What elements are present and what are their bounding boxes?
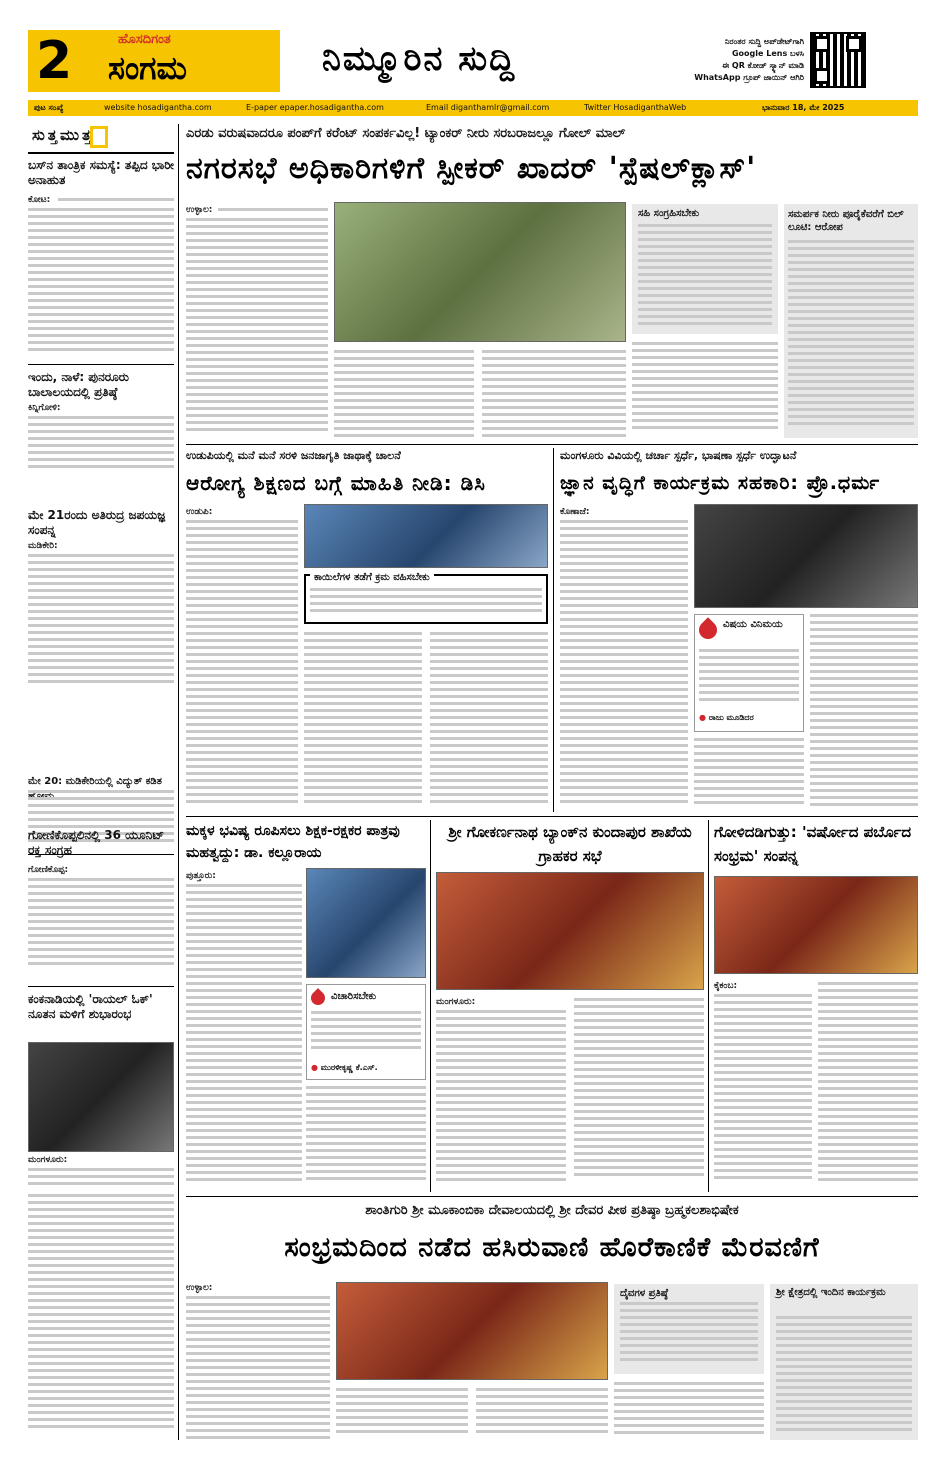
kallurai-box: [306, 984, 426, 1080]
website-link[interactable]: website hosadigantha.com: [104, 103, 212, 112]
pages-label: ಪುಟ ಸಂಖ್ಯೆ: [34, 103, 64, 112]
mangaluru-box: [694, 614, 804, 732]
kallurai-box-byline: ● ಮುರಳೀಕೃಷ್ಣ ಕೆ.ಎಸ್.: [311, 1063, 378, 1072]
mangaluru-kicker: ಮಂಗಳೂರು ವಿವಿಯಲ್ಲಿ ಚರ್ಚಾ ಸ್ಪರ್ಧೆ, ಭಾಷಣಾ ಸ್ಪರ್ಧೆ ಉದ್ಘಾಟನೆ: [560, 449, 797, 462]
left-headline-4: ಮೇ 20: ಮಡಿಕೇರಿಯಲ್ಲಿ ವಿದ್ಯುತ್ ಕಡಿತ: [28, 776, 162, 787]
brand-logo: ಹೊಸದಿಗಂತ: [118, 32, 171, 47]
mangaluru-box-title: ವಿಷಯ ವಿನಿಮಯ: [723, 619, 783, 630]
page-number: 2: [36, 31, 73, 91]
mangaluru-box-byline: ● ರಾಜು ಮೂಡಿದರ: [699, 713, 754, 722]
section-title: ಸಂಗಮ: [108, 49, 187, 87]
left-dateline-2: ಕಿನ್ನಿಗೋಳಿ:: [28, 403, 61, 413]
lead-side-box-2-title: ಸಮರ್ಪಕ ನೀರು ಪೂರೈಕೆವರೆಗೆ ಬಿಲ್ ಲೂಟಿ: ಆರೋಪ: [788, 209, 904, 233]
bottom-photo-procession: [336, 1282, 608, 1380]
bank-dateline: ಮಂಗಳೂರು:: [436, 997, 476, 1007]
golidadi-photo-ritual: [714, 876, 918, 974]
left-dateline-6: ಮಂಗಳೂರು:: [28, 1155, 68, 1165]
page-title: ನಿಮ್ಮೂರಿನ ಸುದ್ದಿ: [322, 39, 517, 79]
left-dateline-3: ಮಡಿಕೇರಿ:: [28, 541, 58, 551]
udupi-box-title: ಕಾಯಿಲೆಗಳ ತಡೆಗೆ ಕ್ರಮ ವಹಿಸಬೇಕು: [310, 570, 434, 585]
issue-date: ಭಾನುವಾರ 18, ಮೇ 2025: [762, 103, 845, 112]
qr-instructions: ನಿರಂತರ ಸುದ್ದಿ ಅಪ್‌ಡೇಟ್‌ಗಾಗಿ Google Lens ಬಳಸಿ ಈ QR ಕೋಡ್ ಸ್ಕ್ಯಾನ್ ಮಾಡಿ WhatsApp ಗ್ರೂಪ್ ಜಾಯಿನ್ ಆಗಿರಿ: [694, 37, 804, 82]
left-headline-2: ಇಂದು, ನಾಳೆ: ಪುನರೂರು ಬಾಲಾಲಯದಲ್ಲಿ ಪ್ರತಿಷ್ಠೆ: [28, 370, 129, 399]
udupi-dateline: ಉಡುಪಿ:: [186, 507, 213, 517]
bottom-kicker: ಶಾಂತಿಗುರಿ ಶ್ರೀ ಮೂಕಾಂಬಿಕಾ ದೇವಾಲಯದಲ್ಲಿ ಶ್ರೀ ದೇವರ ಪೀಠ ಪ್ರತಿಷ್ಠಾ ಬ್ರಹ್ಮಕಲಶಾಭಿಷೇಕ: [365, 1203, 739, 1218]
twitter-link[interactable]: Twitter HosadiganthaWeb: [584, 103, 687, 112]
info-strip: [28, 100, 918, 116]
lead-kicker: ಎರಡು ವರುಷವಾದರೂ ಪಂಪ್‌ಗೆ ಕರೆಂಟ್ ಸಂಪರ್ಕವಿಲ್ಲ! ಟ್ಯಾಂಕರ್ ನೀರು ಸರಬರಾಜಲ್ಲೂ ಗೋಲ್ ಮಾಲ್: [186, 126, 626, 141]
udupi-headline: ಆರೋಗ್ಯ ಶಿಕ್ಷಣದ ಬಗ್ಗೆ ಮಾಹಿತಿ ನೀಡಿ: ಡಿಸಿ: [186, 471, 486, 495]
udupi-photo-rally: [304, 504, 548, 568]
left-headline-1: ಬಸ್‌ನ ತಾಂತ್ರಿಕ ಸಮಸ್ಯೆ: ತಪ್ಪಿದ ಭಾರೀ ಅನಾಹುತ: [28, 158, 174, 187]
email-link[interactable]: Email diganthamlr@gmail.com: [426, 103, 550, 112]
bottom-dateline: ಉಳ್ಳಾಲ:: [186, 1283, 213, 1293]
kallurai-box-title: ವಿಚಾರಿಸಬೇಕು: [331, 991, 377, 1002]
bottom-side-2-title: ಶ್ರೀ ಕ್ಷೇತ್ರದಲ್ಲಿ ಇಂದಿನ ಕಾರ್ಯಕ್ರಮ: [776, 1287, 886, 1298]
kallurai-headline: ಮಕ್ಕಳ ಭವಿಷ್ಯ ರೂಪಿಸಲು ಶಿಕ್ಷಕ-ರಕ್ಷಕರ ಪಾತ್ರವು ಮಹತ್ವದ್ದು: ಡಾ. ಕಲ್ಲೂರಾಯ: [186, 823, 400, 861]
drop-icon-2: [308, 988, 328, 1008]
golidadi-dateline: ಕೈಕಂಬ:: [714, 981, 738, 991]
left-photo-royal-oak: [28, 1042, 174, 1152]
lead-photo-officials: [334, 202, 626, 342]
epaper-link[interactable]: E-paper epaper.hosadigantha.com: [246, 103, 384, 112]
bank-photo-meeting: [436, 872, 704, 990]
golidadi-headline: ಗೋಳಿದಡಿಗುತ್ತು: 'ವರ್ಷೋದ ಪರ್ಬೊದ ಸಂಭ್ರಮ' ಸಂಪನ್ನ: [714, 823, 912, 865]
book-icon: [90, 126, 108, 148]
bank-headline: ಶ್ರೀ ಗೋಕರ್ಣನಾಥ ಬ್ಯಾಂಕ್‌ನ ಕುಂದಾಪುರ ಶಾಖೆಯ ಗ್ರಾಹಕರ ಸಭೆ: [448, 823, 692, 865]
lead-side-box-title: ಸಹಿ ಸಂಗ್ರಹಿಸಬೇಕು: [638, 208, 700, 219]
bottom-headline: ಸಂಭ್ರಮದಿಂದ ನಡೆದ ಹಸಿರುವಾಣಿ ಹೊರೆಕಾಣಿಕೆ ಮೆರವಣಿಗೆ: [284, 1232, 820, 1263]
left-column: [28, 124, 174, 1194]
qr-code-icon: [810, 32, 866, 88]
left-headline-6: ಕಂಕನಾಡಿಯಲ್ಲಿ 'ರಾಯಲ್ ಓಕ್' ನೂತನ ಮಳಿಗೆ ಶುಭಾರಂಭ: [28, 992, 153, 1021]
lead-dateline: ಉಳ್ಳಾಲ:: [186, 205, 213, 215]
mangaluru-dateline: ಕೊಣಾಜೆ:: [560, 507, 590, 517]
left-headline-5: ಗೋಣಿಕೊಪ್ಪಲಿನಲ್ಲಿ 36 ಯೂನಿಟ್ ರಕ್ತ ಸಂಗ್ರಹ: [28, 828, 165, 857]
mangaluru-photo-stage: [694, 504, 918, 608]
masthead: [0, 0, 945, 100]
drop-icon: [695, 617, 720, 642]
lead-headline: ನಗರಸಭೆ ಅಧಿಕಾರಿಗಳಿಗೆ ಸ್ಪೀಕರ್ ಖಾದರ್ 'ಸ್ಪೆಷಲ್‌ಕ್ಲಾಸ್': [186, 151, 757, 186]
page-number-block: [28, 30, 100, 92]
bottom-side-1-title: ದೈವಗಳ ಪ್ರತಿಷ್ಠೆ: [620, 1288, 668, 1299]
udupi-kicker: ಉಡುಪಿಯಲ್ಲಿ ಮನೆ ಮನೆ ಸರಳಿ ಜನಜಾಗೃತಿ ಜಾಥಾಕ್ಕೆ ಚಾಲನೆ: [186, 449, 401, 462]
left-dateline-5: ಗೋಣಿಕೊಪ್ಪ:: [28, 865, 69, 875]
mangaluru-headline: ಜ್ಞಾನ ವೃದ್ಧಿಗೆ ಕಾರ್ಯಕ್ರಮ ಸಹಕಾರಿ: ಪ್ರೊ.ಧರ್ಮ: [560, 472, 881, 494]
left-headline-3: ಮೇ 21ರಂದು ಅತಿರುದ್ರ ಜಪಯಜ್ಞ ಸಂಪನ್ನ: [28, 508, 166, 537]
left-column-header: ಸುತ್ತಮುತ್ತ: [32, 126, 95, 144]
kallurai-dateline: ಪುತ್ತೂರು:: [186, 871, 216, 881]
left-dateline-1: ಕೋಟ:: [28, 195, 51, 205]
kallurai-photo-lamp: [306, 868, 426, 978]
